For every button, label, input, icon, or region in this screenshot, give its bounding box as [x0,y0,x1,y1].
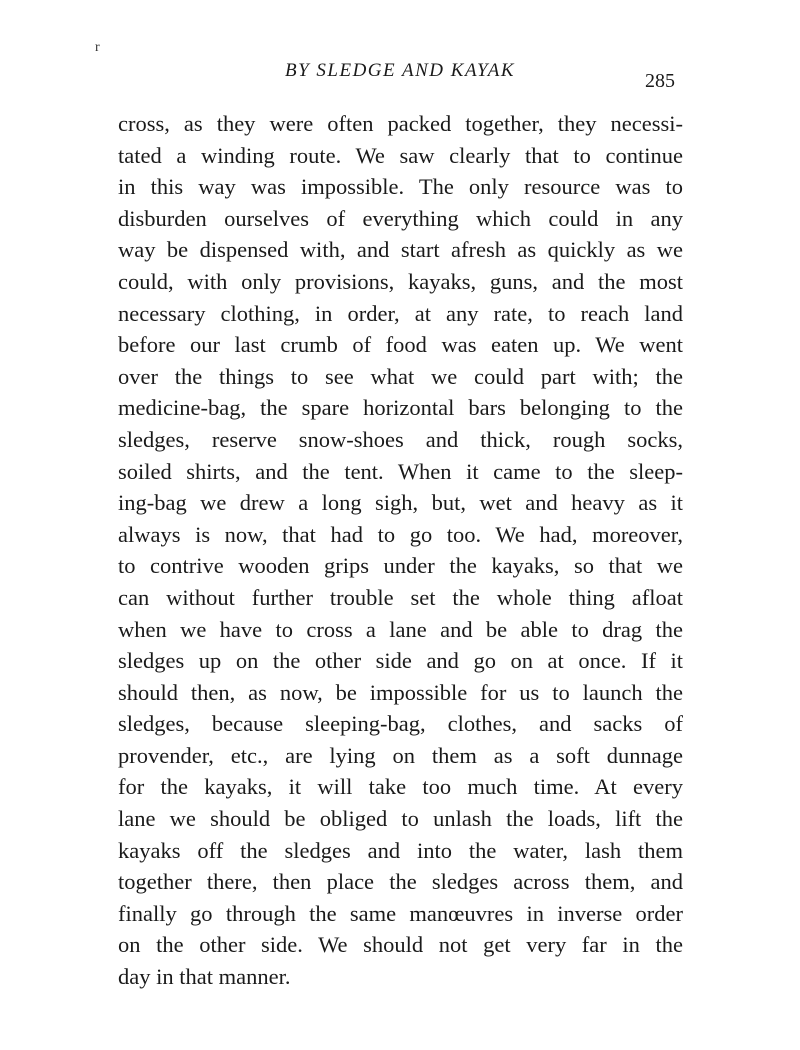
text-line: ing-bag we drew a long sigh, but, wet and heavy as it [118,490,683,516]
text-line: for the kayaks, it will take too much time. At every [118,774,683,800]
text-line: could, with only provisions, kayaks, guns, and the most [118,268,683,294]
text-line: tated a winding route. We saw clearly that to continue [118,142,683,168]
text-line: provender, etc., are lying on them as a soft dunnage [118,742,683,768]
running-head: BY SLEDGE AND KAYAK [284,60,516,81]
text-line: on the other side. We should not get very far in the [118,932,683,958]
text-line: finally go through the same manœuvres in inverse order [118,900,683,926]
text-line: together there, then place the sledges across them, and [118,869,683,895]
text-line: kayaks off the sledges and into the water, lash them [118,837,683,863]
text-line: sledges up on the other side and go on at once. If it [118,648,683,674]
page-number: 285 [645,70,675,92]
text-line: to contrive wooden grips under the kayaks, so that we [118,553,683,579]
text-line: should then, as now, be impossible for us to launch the [118,679,683,705]
text-line: when we have to cross a lane and be able to drag the [118,616,683,642]
text-line: over the things to see what we could part with; the [118,363,683,389]
body-text [118,108,683,993]
text-line: medicine-bag, the spare horizontal bars belonging to the [118,395,683,421]
text-line: lane we should be obliged to unlash the loads, lift the [118,806,683,832]
text-line: day in that manner. [118,964,291,990]
text-line: soiled shirts, and the tent. When it came to the sleep- [118,458,683,484]
text-line: always is now, that had to go too. We had, moreover, [118,521,683,547]
text-line: disburden ourselves of everything which could in any [118,205,683,231]
corner-mark: r [95,40,100,55]
text-line: necessary clothing, in order, at any rate, to reach land [118,300,683,326]
text-line: can without further trouble set the whole thing afloat [118,584,683,610]
text-line: before our last crumb of food was eaten up. We went [118,332,683,358]
text-line: way be dispensed with, and start afresh as quickly as we [118,237,683,263]
text-line: in this way was impossible. The only resource was to [118,174,683,200]
text-line: cross, as they were often packed together, they necessi- [118,111,683,136]
text-line: sledges, reserve snow-shoes and thick, rough socks, [118,426,683,452]
text-line: sledges, because sleeping-bag, clothes, and sacks of [118,711,683,737]
